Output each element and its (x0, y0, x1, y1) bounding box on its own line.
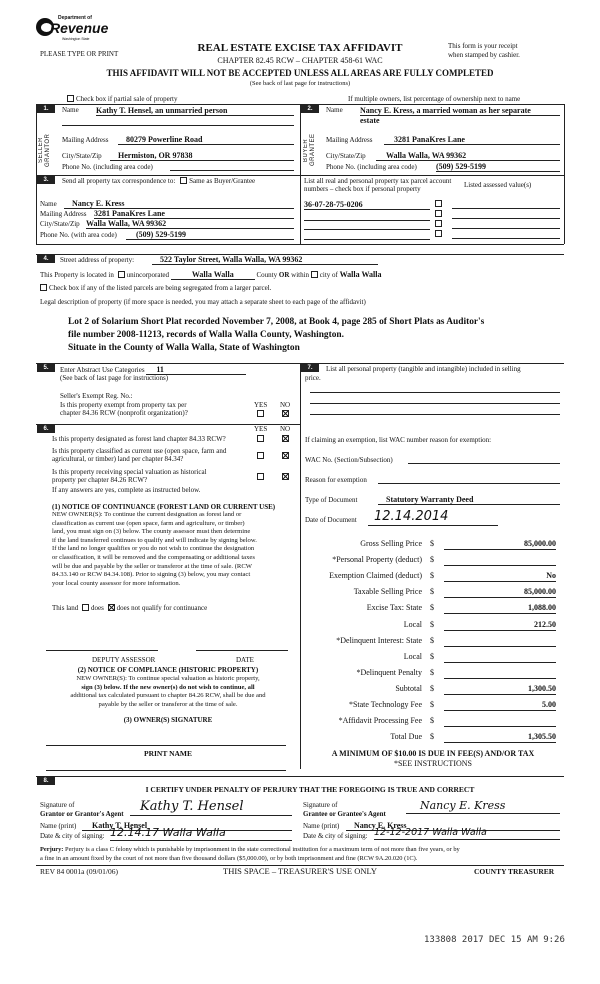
computation-label: Total Due (390, 732, 422, 741)
historic-no-checkbox[interactable] (282, 473, 289, 480)
owner-signature-title: (3) OWNER(S) SIGNATURE (123, 716, 213, 724)
unincorporated-label: unincorporated (126, 271, 170, 279)
computation-value: 1,305.50 (444, 732, 556, 743)
form-title: REAL ESTATE EXCISE TAX AFFIDAVIT (197, 42, 403, 54)
buyer-city: Walla Walla, WA 99362 (376, 151, 560, 161)
computation-label: Gross Selling Price (360, 539, 422, 548)
grantee-name-label: Name (print) (303, 822, 340, 830)
corr-phone: (509) 529-5199 (126, 230, 294, 240)
logo-state: Washington State (62, 37, 90, 41)
doc-type-value: Statutory Warranty Deed (378, 495, 560, 505)
doc-type-label: Type of Document (305, 496, 358, 504)
seller-phone-label: Phone No. (including area code) (62, 163, 153, 171)
n1-line: 84.33.140 or RCW 84.34.108). Prior to signing (3) below, you may contact (52, 571, 251, 579)
n1-line: classification as current use (open space, farm and agriculture, or timber) (52, 519, 245, 527)
grantor-signature: Kathy T. Hensel (130, 800, 292, 816)
computation-label: Taxable Selling Price (353, 587, 422, 596)
seller-address-label: Mailing Address (62, 136, 109, 144)
currency-sign: $ (430, 539, 434, 548)
n1-line: will be due and payable by the seller or transferor at the time of sale. (RCW (52, 562, 252, 570)
exemption-claim-label: If claiming an exemption, list WAC number reason for exemption: (305, 436, 492, 444)
personal-property-label-2: price. (305, 374, 321, 382)
corr-name-label: Name (40, 200, 57, 208)
deputy-assessor-label: DEPUTY ASSESSOR (92, 656, 156, 664)
n1-line: your local county assessor for more information. (52, 579, 181, 587)
logo-name: Revenue (50, 20, 109, 36)
correspondence-label (62, 177, 255, 185)
exempt-q1: Is this property exempt from property tax per (60, 401, 187, 409)
currency-sign: $ (430, 652, 434, 661)
or-label: OR (278, 271, 290, 279)
grantee-name: Nancy E. Kress (346, 821, 560, 831)
computation-label: *State Technology Fee (348, 700, 422, 709)
corr-address: 3281 PanaKres Lane (94, 209, 294, 219)
n1-line: If the land no longer qualifies or you do not wish to continue the designation (52, 545, 255, 553)
n1-line: NEW OWNER(S): To continue the current designation as forest land or (52, 511, 242, 518)
parcel-number-1: 36-07-28-75-0206 (304, 200, 430, 210)
does-not-label: does not qualify for continuance (116, 604, 208, 612)
rev-number: REV 84 0001a (09/01/06) (40, 867, 118, 876)
multiple-owners-note: If multiple owners, list percentage of ownership next to name (348, 95, 521, 103)
exempt-no-label: NO (280, 401, 291, 409)
see-back-note: (See back of last page for instructions) (249, 80, 351, 87)
does-not-qualify-checkbox[interactable] (108, 604, 115, 611)
computation-label: *Personal Property (deduct) (332, 555, 422, 564)
abstract-use-sub: (See back of last page for instructions) (60, 374, 169, 382)
parcels-label-2: numbers – check box if personal property (304, 185, 421, 193)
section-4-number: 4. (37, 255, 55, 263)
please-type: PLEASE TYPE OR PRINT (40, 50, 119, 58)
currency-sign: $ (430, 732, 434, 741)
n2-line: NEW OWNER(S): To continue special valuation as historic property, (76, 675, 260, 682)
computation-value: No (444, 571, 556, 582)
historic-q-1: Is this property receiving special valuation as historical (52, 468, 207, 476)
treasurer-space: THIS SPACE – TREASURER'S USE ONLY (223, 866, 377, 876)
see-instructions-note: *SEE INSTRUCTIONS (393, 759, 472, 768)
computation-label: Subtotal (395, 684, 422, 693)
this-land-label: This land (52, 604, 79, 612)
buyer-name-1: Nancy E. Kress, a married woman as her separate (360, 106, 560, 116)
computation-value (444, 716, 556, 727)
treasurer-stamp: 133808 2017 DEC 15 AM 9:26 (424, 935, 565, 945)
city-value: Walla Walla (339, 270, 382, 279)
within-city-checkbox[interactable] (311, 271, 318, 278)
logo-dept: Department of (58, 15, 92, 21)
perjury-line-1: Perjury is a class C felony which is punishable by imprisonment in the state correctional institution for a maximum term of not more than five years, or by (65, 846, 460, 853)
exempt-yes-label: YES (254, 401, 268, 409)
grantee-date-label: Date & city of signing: (303, 832, 368, 840)
notice-compliance-title: (2) NOTICE OF COMPLIANCE (HISTORIC PROPERTY) (77, 666, 259, 674)
computation-label: *Delinquent Interest: State (336, 636, 422, 645)
currency-sign: $ (430, 587, 434, 596)
located-in-label: This Property is located in (40, 271, 114, 279)
exempt-q2: chapter 84.36 RCW (nonprofit organization)? (60, 409, 188, 417)
perjury-line-2: a fine in an amount fixed by the court of not more than five thousand dollars ($5,000.00), or by both imprisonment and fine (RCW 9A.20.020 (1C). (40, 854, 418, 862)
forest-yes-checkbox[interactable] (257, 435, 264, 442)
notice-compliance-text (40, 675, 296, 709)
street-address: 522 Taylor Street, Walla Walla, WA 99362 (152, 255, 378, 265)
currency-sign: $ (430, 620, 434, 629)
county-value: Walla Walla (171, 270, 255, 280)
segregated-row (40, 284, 271, 292)
legal-description-2: file number 2008-11213, records of Walla Walla County, Washington. (68, 330, 344, 340)
corr-name: Nancy E. Kress (64, 199, 294, 209)
parcel-3-personal-checkbox[interactable] (435, 220, 442, 227)
buyer-address: 3281 PanaKres Lane (384, 135, 560, 145)
currency-sign: $ (430, 555, 434, 564)
currency-sign: $ (430, 603, 434, 612)
buyer-phone-label: Phone No. (including area code) (326, 163, 417, 171)
parcel-1-personal-checkbox[interactable] (435, 200, 442, 207)
seller-city-label: City/State/Zip (62, 152, 102, 160)
computation-label: *Affidavit Processing Fee (338, 716, 422, 725)
parcel-4-personal-checkbox[interactable] (435, 230, 442, 237)
current-use-q-2: agricultural, or timber) land per chapter 84.34? (52, 455, 184, 463)
city-of-label: city of (319, 271, 338, 279)
form-chapters: CHAPTER 82.45 RCW – CHAPTER 458-61 WAC (217, 56, 383, 65)
corr-phone-label: Phone No. (with area code) (40, 231, 117, 239)
computation-value: 85,000.00 (444, 587, 556, 598)
county-treasurer-label: COUNTY TREASURER (474, 867, 555, 876)
abstract-use-value: 11 (146, 365, 246, 375)
current-use-q-1: Is this property classified as current use (open space, farm and (52, 447, 227, 455)
buyer-address-label: Mailing Address (326, 136, 373, 144)
parcels-label-1: List all real and personal property tax parcel account (304, 177, 452, 185)
county-label: County (256, 271, 278, 279)
section-3-number: 3. (37, 176, 55, 184)
computation-label: Exemption Claimed (deduct) (329, 571, 422, 580)
currency-sign: $ (430, 668, 434, 677)
n1-line: or classification, it will be removed and the compensating or additional taxes (52, 553, 255, 561)
n2-line: payable by the seller or transferor at the time of sale. (98, 700, 238, 708)
historic-yes-checkbox[interactable] (257, 473, 264, 480)
grantor-sig-label-1: Signature of (40, 801, 75, 809)
located-in-row (40, 270, 381, 280)
does-label: does (91, 604, 104, 612)
exempt-yes-checkbox[interactable] (257, 410, 264, 417)
partial-sale-check[interactable] (67, 95, 177, 103)
perjury-bold: Perjury: (40, 846, 64, 853)
street-label: Street address of property: (60, 256, 135, 264)
current-use-yes-checkbox[interactable] (257, 452, 264, 459)
corr-city: Walla Walla, WA 99362 (86, 219, 294, 229)
n1-line: land, you must sign on (3) below. The county assessor must then determine (52, 528, 251, 536)
currency-sign: $ (430, 571, 434, 580)
legal-description-label: Legal description of property (if more space is needed, you may attach a separate sheet to each page of the affidavit) (40, 298, 366, 306)
forest-no-checkbox[interactable] (282, 435, 289, 442)
doc-date-label: Date of Document (305, 516, 357, 524)
buyer-name-2: estate (360, 116, 380, 125)
seller-city: Hermiston, OR 97838 (110, 151, 294, 161)
currency-sign: $ (430, 716, 434, 725)
computation-label: Excise Tax: State (366, 603, 422, 612)
grantor-sig-label-2: Grantor or Grantor's Agent (40, 810, 124, 818)
section-6-number: 6. (37, 425, 55, 433)
section-8-number: 8. (37, 777, 55, 785)
correspondence-text: Send all property tax correspondence to: (62, 177, 176, 185)
wac-no-label: WAC No. (Section/Subsection) (305, 456, 393, 464)
receipt-note-1: This form is your receipt (448, 42, 518, 50)
computation-value: 85,000.00 (444, 539, 556, 550)
revenue-logo (36, 15, 109, 45)
section-7-number: 7. (301, 364, 319, 372)
seller-name-label: Name (62, 106, 79, 114)
exempt-no-checkbox[interactable] (282, 410, 289, 417)
corr-city-label: City/State/Zip (40, 220, 80, 228)
within-label: within (291, 271, 310, 279)
buyer-phone: (509) 529-5199 (436, 162, 560, 172)
n2-line: additional tax calculated pursuant to chapter 84.26 RCW, shall be due and (70, 692, 266, 700)
grantor-date-label: Date & city of signing: (40, 832, 105, 840)
notice-continuance-text (52, 511, 296, 588)
legal-description-3: Situate in the County of Walla Walla, State of Washington (68, 343, 300, 353)
corr-address-label: Mailing Address (40, 210, 87, 218)
buyer-side-label: BUYER GRANTEE (303, 133, 316, 167)
segregated-label: Check box if any of the listed parcels are being segregated from a larger parcel. (49, 284, 272, 292)
segregated-checkbox[interactable] (40, 284, 47, 291)
land-continuance-row (52, 604, 207, 612)
form-warning: THIS AFFIDAVIT WILL NOT BE ACCEPTED UNLESS ALL AREAS ARE FULLY COMPLETED (106, 68, 494, 78)
n1-line: if the land transferred continues to qualify and will indicate by signing below. (52, 536, 257, 544)
computation-value (444, 636, 556, 647)
computation-value: 1,088.00 (444, 603, 556, 614)
grantee-signature: Nancy E. Kress (406, 800, 560, 814)
currency-sign: $ (430, 700, 434, 709)
exempt-reg-label: Seller's Exempt Reg. No.: (60, 392, 133, 400)
does-qualify-checkbox[interactable] (82, 604, 89, 611)
seller-name: Kathy T. Hensel, an unmarried person (96, 106, 294, 116)
minimum-fee-note: A MINIMUM OF $10.00 IS DUE IN FEE(S) AND/OR TAX (331, 749, 535, 758)
print-name-label: PRINT NAME (144, 749, 192, 758)
certify-statement: I CERTIFY UNDER PENALTY OF PERJURY THAT THE FOREGOING IS TRUE AND CORRECT (145, 785, 475, 794)
grantee-sig-label-1: Signature of (303, 801, 338, 809)
n2-line: sign (3) below. If the new owner(s) do not wish to continue, all (81, 683, 255, 691)
section-1-number: 1. (37, 105, 55, 113)
notice-continuance-title: (1) NOTICE OF CONTINUANCE (FOREST LAND OR CURRENT USE) (52, 503, 276, 511)
receipt-note-2: when stamped by cashier. (448, 51, 520, 59)
doc-date-value: 12.14.2014 (368, 510, 498, 526)
computation-label: *Delinquent Penalty (356, 668, 422, 677)
s6-no-label: NO (280, 425, 291, 433)
parcel-2-personal-checkbox[interactable] (435, 210, 442, 217)
same-as-buyer-label: Same as Buyer/Grantee (189, 177, 256, 185)
computation-label: Local (403, 620, 422, 629)
computation-value (444, 555, 556, 566)
partial-sale-label: Check box if partial sale of property (76, 95, 178, 103)
seller-address: 80279 Powerline Road (118, 135, 294, 145)
s6-yes-label: YES (254, 425, 268, 433)
computation-value: 212.50 (444, 620, 556, 631)
currency-sign: $ (430, 636, 434, 645)
same-as-buyer-checkbox[interactable] (180, 177, 187, 184)
computation-value (444, 668, 556, 679)
grantor-name-label: Name (print) (40, 822, 77, 830)
current-use-no-checkbox[interactable] (282, 452, 289, 459)
perjury-note (40, 846, 564, 863)
computation-value: 1,300.50 (444, 684, 556, 695)
abstract-use-label: Enter Abstract Use Categories (60, 366, 145, 374)
currency-sign: $ (430, 684, 434, 693)
assessed-label: Listed assessed value(s) (464, 181, 532, 189)
buyer-name-label: Name (326, 106, 343, 114)
grantee-date-city: 12-12-2017 Walla Walla (374, 828, 560, 840)
section-5-number: 5. (37, 364, 55, 372)
section-2-number: 2. (301, 105, 319, 113)
computation-value (444, 652, 556, 663)
deputy-date-label: DATE (236, 656, 254, 664)
unincorporated-checkbox[interactable] (118, 271, 125, 278)
reason-label: Reason for exemption (305, 476, 367, 484)
forest-land-q: Is this property designated as forest land chapter 84.33 RCW? (52, 435, 226, 443)
buyer-city-label: City/State/Zip (326, 152, 366, 160)
grantor-name: Kathy T. Hensel (82, 821, 292, 831)
computation-label: Local (403, 652, 422, 661)
grantee-sig-label-2: Grantee or Grantee's Agent (303, 810, 386, 818)
seller-side-label: SELLER GRANTOR (38, 133, 51, 167)
seller-phone (170, 162, 294, 171)
grantor-date-city: 12.14.17 Walla Walla (110, 827, 292, 841)
historic-q-2: property per chapter 84.26 RCW? (52, 476, 148, 484)
answers-yes-note: If any answers are yes, complete as instructed below. (52, 486, 201, 494)
partial-sale-checkbox[interactable] (67, 95, 74, 102)
personal-property-label-1: List all personal property (tangible and intangible) included in selling (326, 365, 521, 373)
legal-description-1: Lot 2 of Solarium Short Plat recorded November 7, 2008, at Book 4, page 285 of Short Plats as Auditor's (68, 317, 485, 327)
computation-value: 5.00 (444, 700, 556, 711)
